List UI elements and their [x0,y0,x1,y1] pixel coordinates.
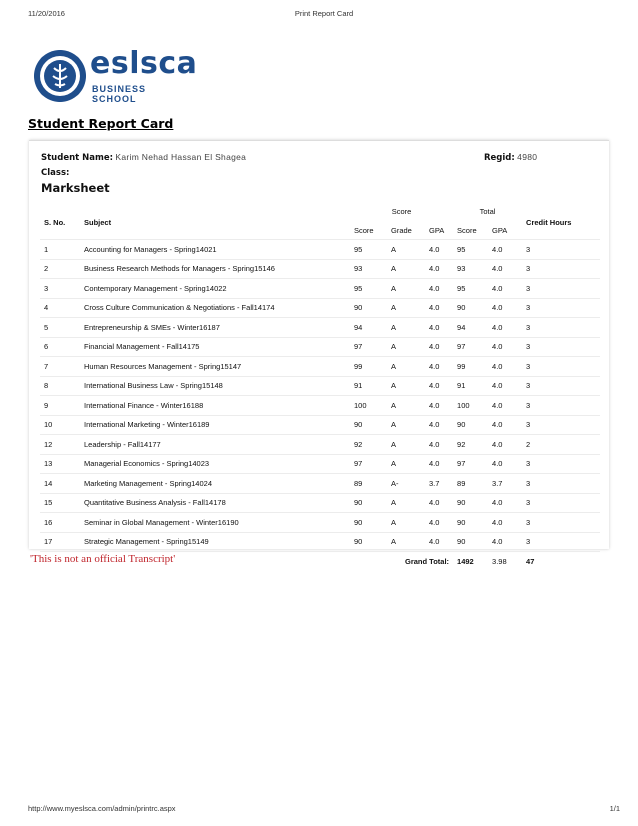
cell-gpa: 4.0 [425,415,453,435]
cell-sno: 3 [40,279,80,299]
table-row [40,357,600,377]
cell-credit-hours: 3 [522,532,600,552]
table-row [40,474,600,494]
cell-sno: 15 [40,493,80,513]
class-row [41,167,69,178]
grand-total-score: 1492 [453,552,488,571]
cell-credit-hours: 3 [522,357,600,377]
cell-gpa: 4.0 [425,376,453,396]
cell-total-score: 93 [453,259,488,279]
table-row [40,415,600,435]
eslsca-seal-icon [32,48,88,104]
print-date: 11/20/2016 [28,9,65,18]
cell-gpa: 4.0 [425,337,453,357]
cell-total-score: 90 [453,415,488,435]
cell-score: 90 [350,513,387,533]
cell-grade: A [387,376,425,396]
cell-credit-hours: 3 [522,493,600,513]
cell-score: 90 [350,298,387,318]
cell-total-gpa: 4.0 [488,376,522,396]
cell-total-score: 94 [453,318,488,338]
cell-sno: 1 [40,240,80,260]
cell-subject: Leadership - Fall14177 [80,435,350,455]
cell-subject: Human Resources Management - Spring15147 [80,357,350,377]
header-total-gpa: GPA [492,226,508,235]
cell-grade: A [387,454,425,474]
grand-total-gpa: 3.98 [488,552,522,571]
cell-sno: 16 [40,513,80,533]
cell-total-gpa: 4.0 [488,415,522,435]
cell-score: 97 [350,337,387,357]
cell-credit-hours: 3 [522,259,600,279]
cell-gpa: 4.0 [425,318,453,338]
cell-subject: Marketing Management - Spring14024 [80,474,350,494]
header-grade: Grade [391,226,412,235]
cell-total-gpa: 4.0 [488,259,522,279]
cell-subject: Financial Management - Fall14175 [80,337,350,357]
eslsca-logo [32,44,198,104]
table-row [40,318,600,338]
cell-grade: A [387,240,425,260]
cell-grade: A [387,396,425,416]
cell-total-gpa: 4.0 [488,435,522,455]
cell-score: 95 [350,240,387,260]
cell-credit-hours: 3 [522,415,600,435]
table-row [40,298,600,318]
cell-total-score: 97 [453,454,488,474]
table-row [40,240,600,260]
cell-grade: A [387,279,425,299]
cell-score: 93 [350,259,387,279]
cell-sno: 2 [40,259,80,279]
cell-grade: A [387,435,425,455]
table-row [40,337,600,357]
student-name-row [41,152,246,163]
cell-sno: 14 [40,474,80,494]
cell-total-score: 95 [453,240,488,260]
cell-credit-hours: 3 [522,396,600,416]
cell-total-gpa: 4.0 [488,396,522,416]
header-gpa: GPA [429,226,445,235]
cell-score: 90 [350,532,387,552]
cell-grade: A [387,259,425,279]
cell-gpa: 4.0 [425,240,453,260]
cell-score: 100 [350,396,387,416]
cell-subject: International Business Law - Spring15148 [80,376,350,396]
cell-total-gpa: 4.0 [488,532,522,552]
cell-gpa: 4.0 [425,279,453,299]
cell-gpa: 4.0 [425,298,453,318]
logo-wordmark: eslsca [90,46,198,81]
cell-sno: 13 [40,454,80,474]
header-sno: S. No. [44,217,66,227]
cell-total-gpa: 4.0 [488,279,522,299]
cell-total-score: 90 [453,532,488,552]
logo-subtitle: BUSINESS SCHOOL [92,84,147,104]
cell-grade: A [387,318,425,338]
cell-grade: A [387,493,425,513]
grand-total-label: Grand Total: [40,552,453,571]
marksheet-table [40,202,600,571]
table-row [40,376,600,396]
cell-gpa: 4.0 [425,532,453,552]
cell-score: 95 [350,279,387,299]
cell-grade: A [387,532,425,552]
cell-total-gpa: 4.0 [488,454,522,474]
cell-subject: Contemporary Management - Spring14022 [80,279,350,299]
table-row [40,493,600,513]
cell-credit-hours: 3 [522,298,600,318]
cell-sno: 9 [40,396,80,416]
print-header [28,9,620,21]
footer-url: http://www.myeslsca.com/admin/printrc.aspx [28,804,176,813]
cell-sno: 7 [40,357,80,377]
table-row [40,279,600,299]
header-total-score: Score [457,226,477,235]
cell-total-gpa: 3.7 [488,474,522,494]
cell-total-score: 90 [453,493,488,513]
cell-total-gpa: 4.0 [488,513,522,533]
header-subject: Subject [84,217,112,227]
cell-total-gpa: 4.0 [488,318,522,338]
cell-score: 94 [350,318,387,338]
footer-page-number: 1/1 [609,804,620,813]
cell-grade: A [387,357,425,377]
cell-credit-hours: 3 [522,279,600,299]
marksheet-rows [40,240,600,552]
cell-grade: A [387,298,425,318]
regid-value: 4980 [517,152,538,162]
cell-total-score: 89 [453,474,488,494]
cell-subject: Quantitative Business Analysis - Fall14178 [80,493,350,513]
cell-sno: 8 [40,376,80,396]
cell-gpa: 4.0 [425,454,453,474]
cell-sno: 12 [40,435,80,455]
cell-gpa: 3.7 [425,474,453,494]
cell-subject: Business Research Methods for Managers - Spring15146 [80,259,350,279]
cell-gpa: 4.0 [425,435,453,455]
cell-credit-hours: 3 [522,513,600,533]
header-credit-hours: Credit Hours [526,217,572,227]
cell-credit-hours: 3 [522,318,600,338]
cell-gpa: 4.0 [425,259,453,279]
grand-total-credit-hours: 47 [522,552,600,571]
cell-score: 92 [350,435,387,455]
cell-score: 90 [350,493,387,513]
regid-row [484,152,537,163]
cell-subject: Entrepreneurship & SMEs - Winter16187 [80,318,350,338]
table-row [40,532,600,552]
cell-subject: Strategic Management - Spring15149 [80,532,350,552]
cell-total-gpa: 4.0 [488,298,522,318]
cell-gpa: 4.0 [425,357,453,377]
cell-credit-hours: 3 [522,337,600,357]
cell-subject: Managerial Economics - Spring14023 [80,454,350,474]
cell-subject: International Marketing - Winter16189 [80,415,350,435]
regid-label: Regid: [484,153,515,163]
header-score-group: Score [391,207,412,216]
cell-sno: 6 [40,337,80,357]
cell-gpa: 4.0 [425,493,453,513]
student-name-value: Karim Nehad Hassan El Shagea [115,152,247,162]
cell-sno: 5 [40,318,80,338]
cell-subject: Cross Culture Communication & Negotiations - Fall14174 [80,298,350,318]
cell-sno: 17 [40,532,80,552]
table-row [40,513,600,533]
cell-total-gpa: 4.0 [488,337,522,357]
header-score: Score [354,226,374,235]
cell-sno: 4 [40,298,80,318]
cell-total-gpa: 4.0 [488,240,522,260]
cell-credit-hours: 2 [522,435,600,455]
cell-sno: 10 [40,415,80,435]
cell-total-score: 99 [453,357,488,377]
class-label: Class: [41,168,70,178]
cell-score: 90 [350,415,387,435]
disclaimer-text: 'This is not an official Transcript' [30,553,176,565]
cell-subject: Accounting for Managers - Spring14021 [80,240,350,260]
cell-gpa: 4.0 [425,513,453,533]
marksheet-title: Marksheet [41,181,110,195]
cell-grade: A- [387,474,425,494]
table-row [40,396,600,416]
cell-total-score: 100 [453,396,488,416]
cell-score: 91 [350,376,387,396]
table-row [40,435,600,455]
cell-grade: A [387,415,425,435]
cell-credit-hours: 3 [522,454,600,474]
cell-gpa: 4.0 [425,396,453,416]
cell-subject: Seminar in Global Management - Winter16190 [80,513,350,533]
cell-credit-hours: 3 [522,376,600,396]
table-row [40,454,600,474]
cell-total-score: 90 [453,298,488,318]
page-title: Student Report Card [28,116,174,131]
cell-total-gpa: 4.0 [488,357,522,377]
cell-total-score: 97 [453,337,488,357]
cell-score: 99 [350,357,387,377]
cell-subject: International Finance - Winter16188 [80,396,350,416]
cell-grade: A [387,513,425,533]
cell-total-gpa: 4.0 [488,493,522,513]
cell-credit-hours: 3 [522,474,600,494]
cell-total-score: 92 [453,435,488,455]
header-total-group: Total [479,207,496,216]
cell-total-score: 91 [453,376,488,396]
cell-grade: A [387,337,425,357]
cell-credit-hours: 3 [522,240,600,260]
print-title: Print Report Card [294,9,354,18]
cell-total-score: 95 [453,279,488,299]
cell-score: 89 [350,474,387,494]
table-row [40,259,600,279]
student-name-label: Student Name: [41,153,114,163]
cell-total-score: 90 [453,513,488,533]
print-footer [28,804,620,816]
cell-score: 97 [350,454,387,474]
